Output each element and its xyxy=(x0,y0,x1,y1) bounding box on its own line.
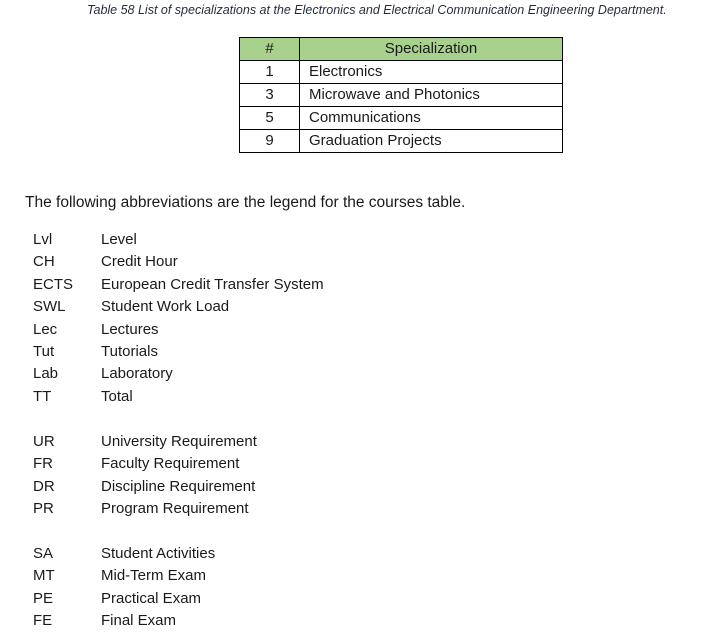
header-number: # xyxy=(240,38,300,61)
legend-abbr: FR xyxy=(33,455,53,473)
legend-meaning: Lectures xyxy=(101,320,159,338)
legend-abbr: ECTS xyxy=(33,275,74,293)
legend-abbr: TT xyxy=(33,387,52,405)
table-row xyxy=(240,61,563,84)
legend-meaning: Student Activities xyxy=(101,545,216,562)
legend-meaning: Credit Hour xyxy=(101,253,178,271)
legend-item xyxy=(33,341,324,363)
header-specialization: Specialization xyxy=(300,38,563,61)
table-row xyxy=(240,84,563,107)
table-row xyxy=(240,130,563,153)
legend-abbr: PR xyxy=(33,500,54,518)
row-specialization: Microwave and Photonics xyxy=(300,84,563,107)
legend-item xyxy=(33,498,257,520)
legend-meaning: University Requirement xyxy=(101,433,257,450)
legend-meaning: Laboratory xyxy=(101,365,173,383)
row-number: 3 xyxy=(240,84,300,107)
row-number: 5 xyxy=(240,107,300,130)
legend-intro: The following abbreviations are the legend for the courses table. xyxy=(25,194,466,211)
table-row xyxy=(240,107,563,130)
legend-abbr: Lec xyxy=(33,320,58,338)
legend-meaning: Total xyxy=(101,387,133,405)
legend-item xyxy=(33,431,257,453)
legend-abbr: SA xyxy=(33,545,54,562)
legend-item xyxy=(33,274,324,296)
legend-group-assessments xyxy=(33,543,215,633)
legend-abbr: Lab xyxy=(33,365,59,383)
legend-item xyxy=(33,251,324,273)
legend-item xyxy=(33,319,324,341)
row-specialization: Graduation Projects xyxy=(300,130,563,153)
legend-abbr: SWL xyxy=(33,298,66,316)
legend-item xyxy=(33,363,324,385)
legend-abbr: Tut xyxy=(33,342,55,360)
legend-group-requirements xyxy=(33,431,257,521)
legend-item xyxy=(33,543,215,565)
row-specialization: Communications xyxy=(300,107,563,130)
legend-abbr: Lvl xyxy=(33,231,53,248)
legend-meaning: Faculty Requirement xyxy=(101,455,240,473)
legend-item xyxy=(33,476,257,498)
specializations-table xyxy=(239,37,563,153)
legend-meaning: European Credit Transfer System xyxy=(101,275,324,293)
row-number: 9 xyxy=(240,130,300,153)
legend-item xyxy=(33,453,257,475)
legend-meaning: Program Requirement xyxy=(101,500,249,518)
legend-abbr: UR xyxy=(33,433,55,450)
legend-item xyxy=(33,386,324,408)
legend-group-course-fields xyxy=(33,229,324,408)
legend-abbr: DR xyxy=(33,477,55,495)
legend-meaning: Tutorials xyxy=(101,342,158,360)
legend-abbr: FE xyxy=(33,612,53,630)
legend-abbr: PE xyxy=(33,589,54,607)
legend-meaning: Discipline Requirement xyxy=(101,477,256,495)
table-header-row xyxy=(240,38,563,61)
row-specialization: Electronics xyxy=(300,61,563,84)
legend-item xyxy=(33,610,215,632)
legend-meaning: Practical Exam xyxy=(101,589,202,607)
legend-item xyxy=(33,565,215,587)
legend-meaning: Mid-Term Exam xyxy=(101,567,207,585)
row-number: 1 xyxy=(240,61,300,84)
legend-meaning: Level xyxy=(101,231,137,248)
legend-item xyxy=(33,588,215,610)
legend-meaning: Final Exam xyxy=(101,612,177,630)
legend-item xyxy=(33,229,324,251)
table-caption: Table 58 List of specializations at the Electronics and Electrical Communication Engineering Department. xyxy=(87,3,667,17)
legend-abbr: CH xyxy=(33,253,55,271)
legend-abbr: MT xyxy=(33,567,55,585)
legend-meaning: Student Work Load xyxy=(101,298,230,316)
legend-item xyxy=(33,296,324,318)
